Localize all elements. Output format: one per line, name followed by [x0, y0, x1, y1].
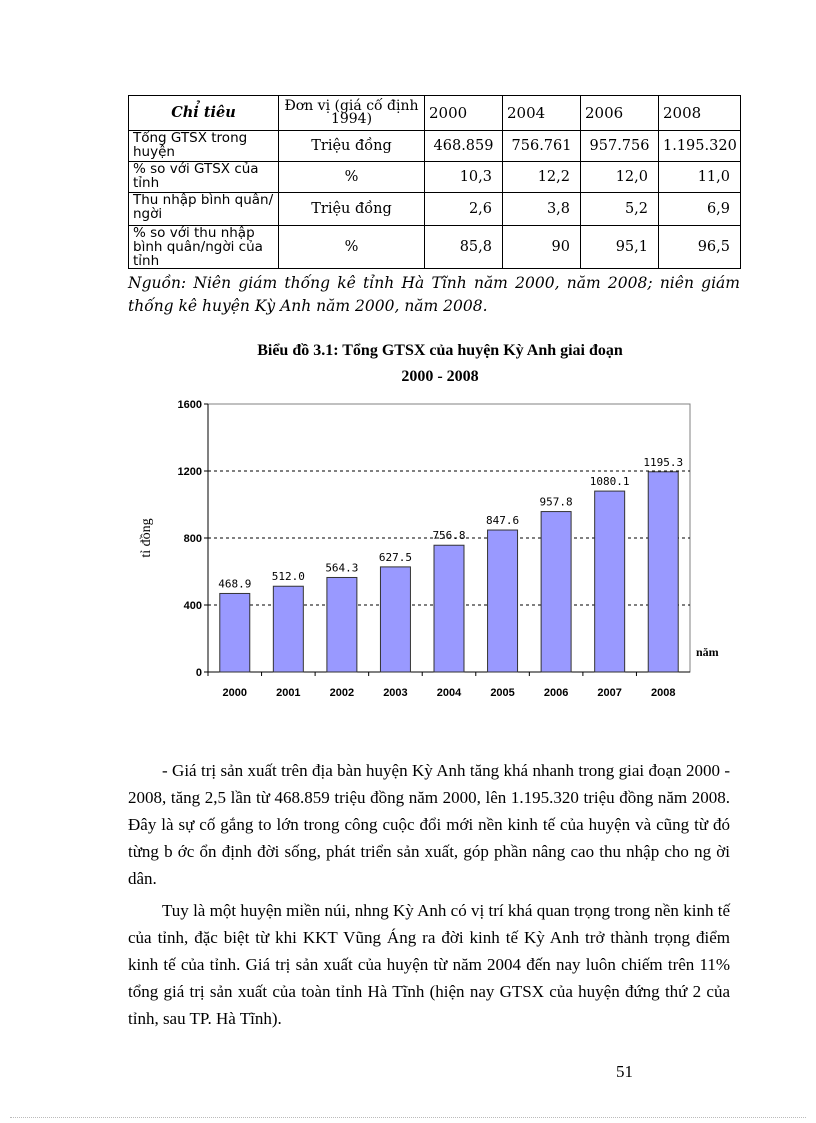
bar	[273, 586, 303, 672]
table-cell: 95,1	[581, 226, 659, 269]
row-unit: %	[279, 226, 425, 269]
table-cell: 12,0	[581, 162, 659, 193]
x-tick-label: 2002	[329, 687, 355, 699]
row-label: % so với GTSX của tỉnh	[129, 162, 279, 193]
x-tick-label: 2003	[383, 687, 408, 699]
y-tick-label: 400	[183, 600, 202, 612]
bar	[327, 577, 357, 672]
bar	[380, 567, 410, 672]
table-header-row	[129, 96, 741, 131]
bar-value-label: 1080.1	[589, 475, 630, 489]
table-row	[129, 131, 741, 162]
chart-title	[180, 338, 700, 390]
bar-value-label: 957.8	[539, 495, 573, 509]
header-unit: Đơn vị (giá cố định 1994)	[279, 96, 425, 131]
source-note: Nguồn: Niên giám thống kê tỉnh Hà Tĩnh năm 2000, năm 2008; niên giám thống kê huyện Kỳ Anh năm 2000, năm 2008.	[128, 274, 740, 315]
x-axis-label: năm	[696, 645, 719, 659]
bar-value-label: 564.3	[325, 561, 359, 575]
bar	[488, 530, 518, 672]
row-label: Tổng GTSX trong huyện	[129, 131, 279, 162]
table-cell: 756.761	[503, 131, 581, 162]
table-cell: 11,0	[659, 162, 741, 193]
bar	[541, 512, 571, 672]
bar	[595, 491, 625, 672]
row-label: % so với thu nhập bình quân/ngời của tỉnh	[129, 226, 279, 269]
table-cell: 5,2	[581, 193, 659, 226]
table-cell: 85,8	[425, 226, 503, 269]
y-tick-label: 1600	[177, 399, 202, 411]
row-unit: Triệu đồng	[279, 131, 425, 162]
x-tick-label: 2005	[490, 687, 515, 699]
y-tick-label: 1200	[177, 466, 202, 478]
bar-value-label: 756.8	[432, 529, 466, 543]
header-indicator: Chỉ tiêu	[129, 96, 279, 131]
table-cell: 1.195.320	[659, 131, 741, 162]
bar-value-label: 1195.3	[643, 455, 684, 469]
y-tick-label: 800	[183, 533, 202, 545]
header-year: 2004	[503, 96, 581, 131]
table-cell: 6,9	[659, 193, 741, 226]
statistics-table	[128, 95, 741, 269]
paragraph: Tuy là một huyện miền núi, nhng Kỳ Anh có vị trí khá quan trọng trong nền kinh tế của tỉnh, đặc biệt từ khi KKT Vũng Áng ra đời kinh tế Kỳ Anh trở thành trọng điểm kinh tế của tỉnh. Giá trị sản xuất của huyện từ năm 2004 đến nay luôn chiếm trên 11% tổng giá trị sản xuất của toàn tỉnh Hà Tĩnh (hiện nay GTSX của huyện đứng thứ 2 của tỉnh, sau TP. Hà Tĩnh).	[128, 901, 730, 1028]
x-tick-label: 2004	[436, 687, 462, 699]
bar-value-label: 847.6	[485, 514, 520, 528]
chart-title-line2: 2000 - 2008	[401, 368, 479, 385]
table-cell: 2,6	[425, 193, 503, 226]
paragraph: - Giá trị sản xuất trên địa bàn huyện Kỳ Anh tăng khá nhanh trong giai đoạn 2000 - 2008, tăng 2,5 lần từ 468.859 triệu đồng năm 2000, lên 1.195.320 triệu đồng năm 2008. Đây là sự cố gắng to lớn trong công cuộc đổi mới nền kinh tế của huyện và cũng từ đó từng b ớc ổn định đời sống, phát triển sản xuất, góp phần nâng cao thu nhập cho ng ời dân.	[128, 761, 730, 888]
page-number: 51	[616, 1062, 633, 1081]
bar	[434, 545, 464, 672]
table-cell: 96,5	[659, 226, 741, 269]
header-year: 2006	[581, 96, 659, 131]
x-tick-label: 2000	[222, 687, 248, 699]
bar	[648, 472, 678, 672]
y-axis-label: tỉ đồng	[139, 518, 154, 558]
row-unit: %	[279, 162, 425, 193]
table-cell: 10,3	[425, 162, 503, 193]
bar-value-label: 468.9	[218, 577, 252, 591]
row-unit: Triệu đồng	[279, 193, 425, 226]
x-tick-label: 2007	[597, 687, 622, 699]
bar-value-label: 627.5	[378, 550, 413, 564]
chart-title-line1: Biểu đồ 3.1: Tổng GTSX của huyện Kỳ Anh giai đoạn	[257, 342, 623, 359]
table-cell: 12,2	[503, 162, 581, 193]
x-tick-label: 2008	[650, 687, 676, 699]
bar	[220, 593, 250, 672]
table-row	[129, 226, 741, 269]
x-tick-label: 2006	[543, 687, 569, 699]
table-cell: 90	[503, 226, 581, 269]
y-tick-label: 0	[195, 667, 202, 679]
table-cell: 3,8	[503, 193, 581, 226]
header-year: 2008	[659, 96, 741, 131]
table-cell: 957.756	[581, 131, 659, 162]
table-row	[129, 193, 741, 226]
bar-chart	[130, 392, 730, 712]
table-cell: 468.859	[425, 131, 503, 162]
page-divider	[10, 1117, 806, 1118]
row-label: Thu nhập bình quân/ ngời	[129, 193, 279, 226]
header-year: 2000	[425, 96, 503, 131]
x-tick-label: 2001	[276, 687, 301, 699]
body-text	[128, 757, 730, 1037]
table-row	[129, 162, 741, 193]
bar-value-label: 512.0	[271, 570, 305, 584]
